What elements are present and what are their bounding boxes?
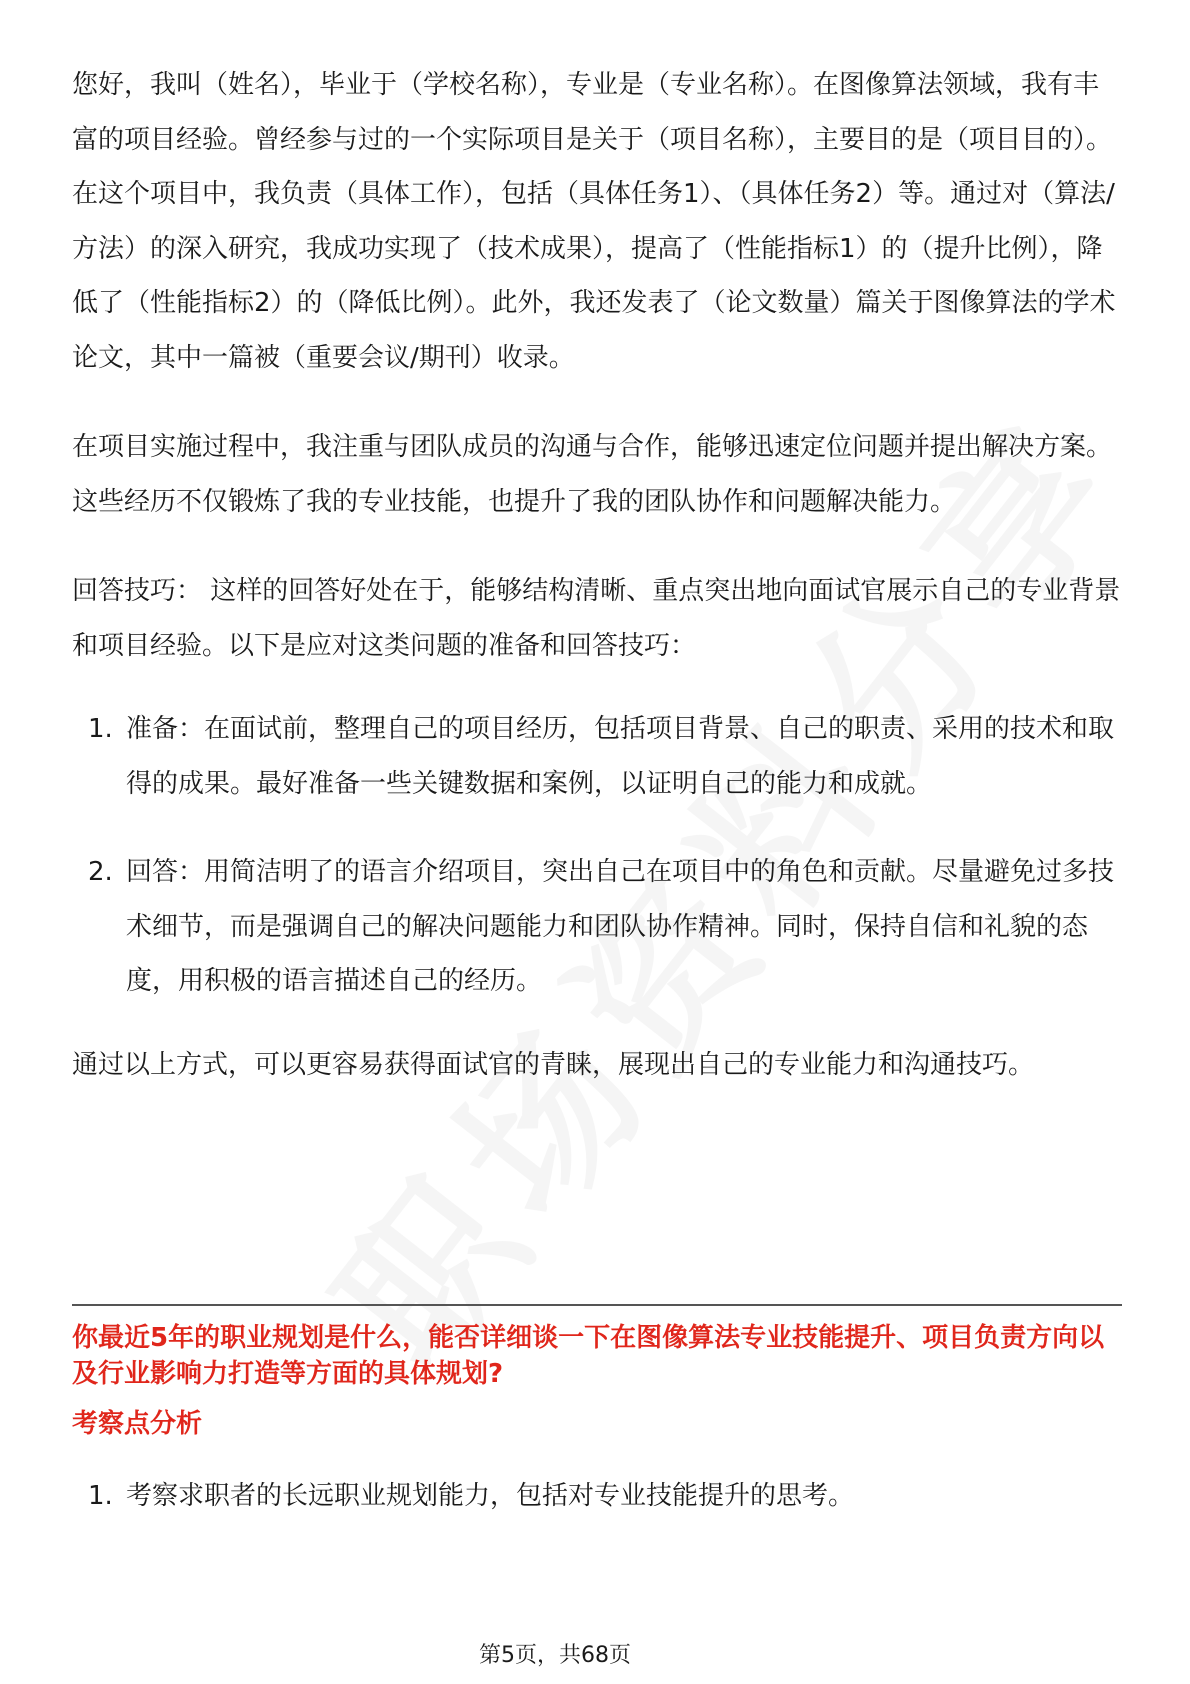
- intro-paragraph: 您好，我叫（姓名），毕业于（学校名称），专业是（专业名称）。在图像算法领域，我有丰富的项目经验。曾经参与过的一个实际项目是关于（项目名称），主要目的是（项目目的）。在这个项目中，我负责（具体工作），包括（具体任务1）、（具体任务2）等。通过对（算法/方法）的深入研究，我成功实现了（技术成果），提高了（性能指标1）的（提升比例），降低了（性能指标2）的（降低比例）。此外，我还发表了（论文数量）篇关于图像算法的学术论文，其中一篇被（重要会议/期刊）收录。: [72, 70, 1116, 373]
- list-item: [72, 845, 1122, 1009]
- list-item: [72, 1469, 1122, 1524]
- list-item-number: 1.: [88, 1481, 113, 1511]
- closing-paragraph: 通过以上方式，可以更容易获得面试官的青睐，展现出自己的专业能力和沟通技巧。: [72, 1049, 1035, 1080]
- list-item-text: 准备：在面试前，整理自己的项目经历，包括项目背景、自己的职责、采用的技术和取得的成果。最好准备一些关键数据和案例，以证明自己的能力和成就。: [126, 714, 1115, 799]
- question-heading: 你最近5年的职业规划是什么，能否详细谈一下在图像算法专业技能提升、项目负责方向以及行业影响力打造等方面的具体规划?: [72, 1323, 1105, 1389]
- list-item-text: 考察求职者的长远职业规划能力，包括对专业技能提升的思考。: [126, 1481, 855, 1511]
- analysis-list: [72, 1469, 1122, 1524]
- analysis-heading: 考察点分析: [72, 1409, 203, 1439]
- tips-intro-paragraph: 回答技巧： 这样的回答好处在于，能够结构清晰、重点突出地向面试官展示自己的专业背景和项目经验。以下是应对这类问题的准备和回答技巧：: [72, 576, 1121, 661]
- list-item: [72, 702, 1122, 811]
- list-item-number: 2.: [88, 857, 113, 887]
- section-divider: [72, 1304, 1122, 1306]
- tips-list: [72, 702, 1122, 1009]
- teamwork-paragraph: 在项目实施过程中，我注重与团队成员的沟通与合作，能够迅速定位问题并提出解决方案。这些经历不仅锻炼了我的专业技能，也提升了我的团队协作和问题解决能力。: [72, 432, 1113, 517]
- page-number-footer: 第5页，共68页: [479, 1643, 631, 1668]
- list-item-number: 1.: [88, 714, 113, 744]
- document-body: [72, 58, 1122, 1092]
- list-item-text: 回答：用简洁明了的语言介绍项目，突出自己在项目中的角色和贡献。尽量避免过多技术细节，而是强调自己的解决问题能力和团队协作精神。同时，保持自信和礼貌的态度，用积极的语言描述自己的经历。: [126, 857, 1115, 996]
